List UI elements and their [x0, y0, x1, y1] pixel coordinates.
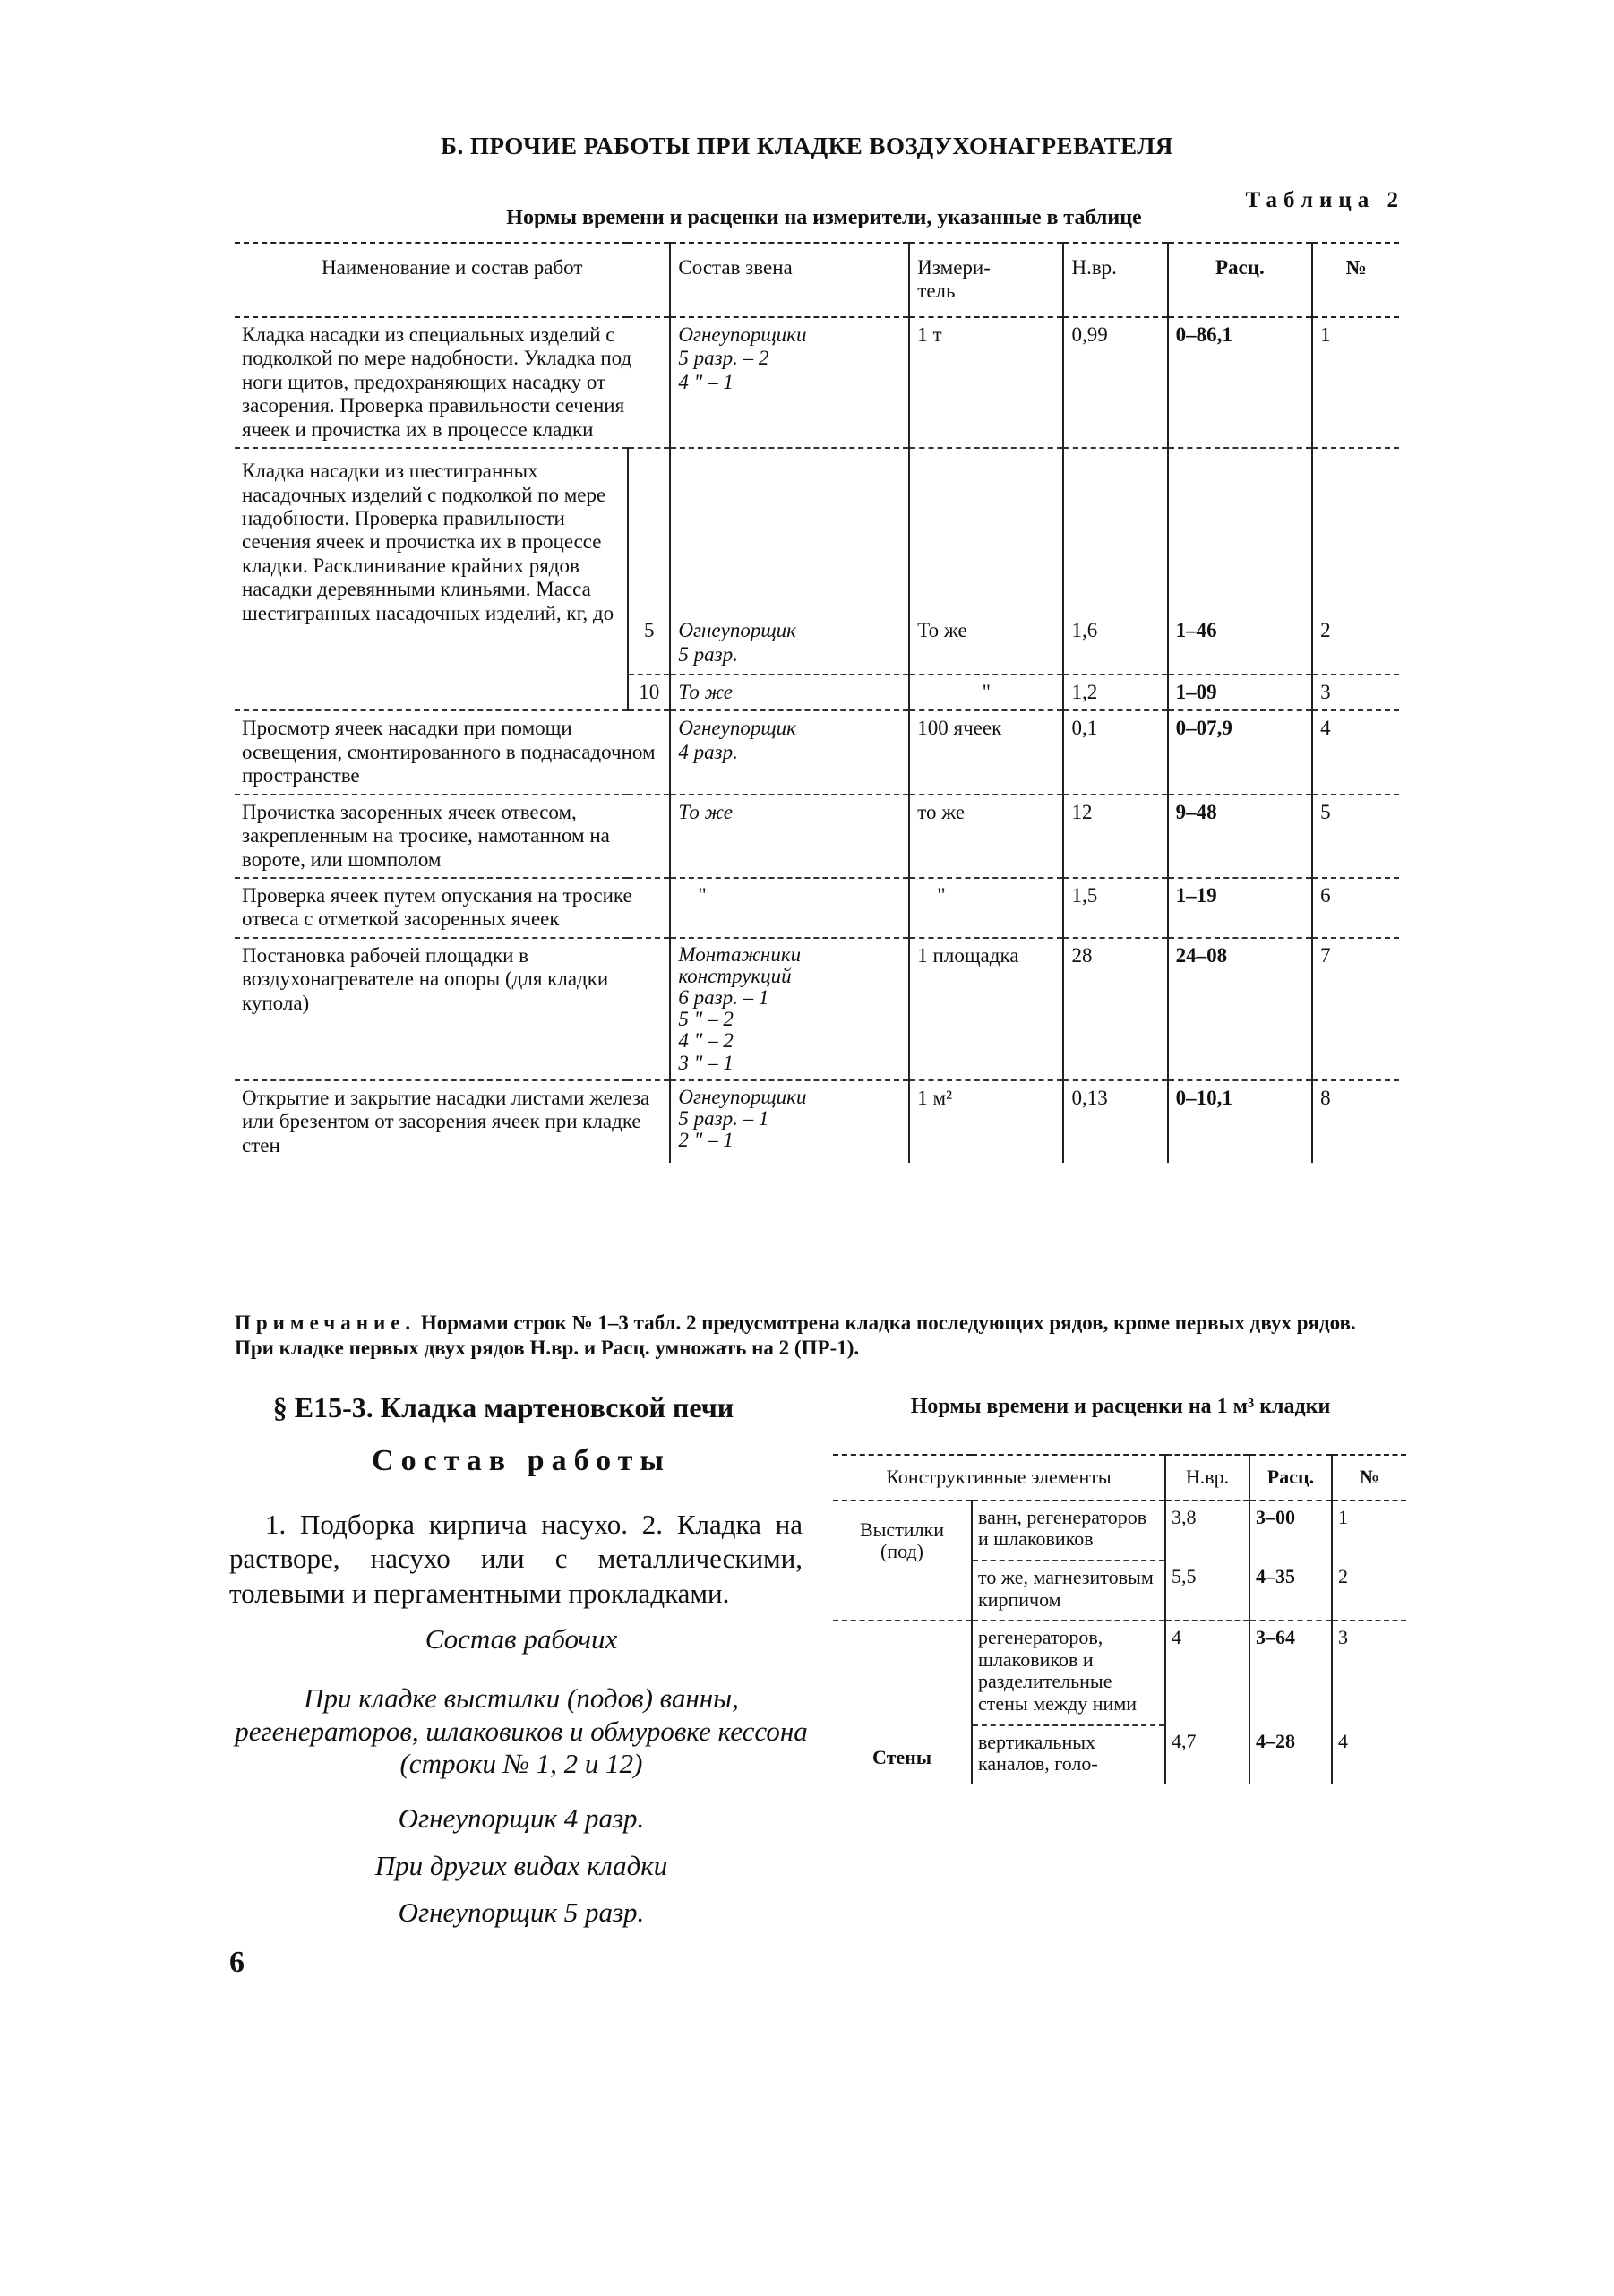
masonry-table	[833, 1454, 1406, 1784]
section-heading: § Е15-3. Кладка мартеновской печи	[272, 1391, 734, 1423]
norms-table	[235, 242, 1399, 1163]
row-unit: то же	[909, 795, 1063, 878]
table-row	[833, 1621, 1406, 1725]
col-header-unit: Измери- тель	[909, 243, 1063, 317]
section-title: Б. ПРОЧИЕ РАБОТЫ ПРИ КЛАДКЕ ВОЗДУХОНАГРЕВАТЕЛЯ	[441, 133, 1173, 159]
row-crew: То же	[670, 795, 909, 878]
table-row	[235, 1080, 1399, 1163]
worker-2: Огнеупорщик 5 разр.	[398, 1896, 645, 1928]
table-row	[235, 878, 1399, 938]
col-header-num: №	[1312, 243, 1399, 317]
row-unit: 1 м²	[909, 1080, 1063, 1163]
row-price: 0–07,9	[1168, 710, 1312, 794]
row-num: 2	[1332, 1561, 1406, 1621]
row-price: 4–28	[1249, 1725, 1332, 1784]
row-crew: Монтажники конструкций 6 разр. – 1 5 " – 2 4 " – 2 3 " – 1	[670, 938, 909, 1080]
row-num: 3	[1332, 1621, 1406, 1725]
table-row	[833, 1725, 1406, 1784]
row-unit: "	[909, 878, 1063, 938]
row-price: 1–09	[1168, 675, 1312, 710]
row-norm: 1,6	[1063, 448, 1167, 675]
group-mass: 10	[628, 675, 670, 710]
workers-condition-1: При кладке выстилки (подов) ванны, регенераторов, шлаковиков и обмуровке кессона (строки № 1, 2 и 12)	[235, 1682, 808, 1780]
page-number: 6	[229, 1946, 245, 1979]
col-header-elements: Конструктивные элементы	[833, 1455, 1165, 1501]
row-norm: 4	[1165, 1621, 1249, 1725]
row-name: Кладка насадки из специальных изделий с подколкой по мере надобности. Укладка под ноги щитов, предохраняющих насадку от засорения. Проверка правильности сечения ячеек и прочистка их в процессе кладки	[235, 317, 670, 448]
row-price: 1–19	[1168, 878, 1312, 938]
row-num: 4	[1312, 710, 1399, 794]
table-label: Таблица 2	[1245, 188, 1404, 212]
row-norm: 12	[1063, 795, 1167, 878]
col-header-price: Расц.	[1249, 1455, 1332, 1501]
row-name: Открытие и закрытие насадки листами железа или брезентом от засорения ячеек при кладке стен	[242, 1086, 650, 1157]
row-norm: 1,2	[1063, 675, 1167, 710]
row-num: 6	[1312, 878, 1399, 938]
row-norm: 28	[1063, 938, 1167, 1080]
col-header-norm: Н.вр.	[1063, 243, 1167, 317]
row-price: 24–08	[1168, 938, 1312, 1080]
row-crew: Огнеупорщики 5 разр. – 1 2 " – 1	[670, 1080, 909, 1163]
table-caption: Нормы времени и расценки на измерители, указанные в таблице	[506, 206, 1142, 229]
row-element: ванн, регенераторов и шлаковиков	[972, 1501, 1165, 1561]
row-num: 4	[1332, 1725, 1406, 1784]
row-unit: 1 т	[909, 317, 1063, 448]
group-mass: 5	[628, 448, 670, 675]
row-num: 8	[1312, 1080, 1399, 1163]
col-header-name: Наименование и состав работ	[235, 243, 670, 317]
row-name: Просмотр ячеек насадки при помощи освещения, смонтированного в поднасадочном пространстве	[235, 710, 670, 794]
row-element: то же, магнезитовым кирпичом	[972, 1561, 1165, 1621]
row-norm: 4,7	[1165, 1725, 1249, 1784]
table-row	[235, 710, 1399, 794]
row-norm: 3,8	[1165, 1501, 1249, 1561]
row-name: Постановка рабочей площадки в воздухонагревателе на опоры (для кладки купола)	[235, 938, 670, 1080]
workers-condition-2: При других видах кладки	[374, 1850, 668, 1881]
row-price: 3–64	[1249, 1621, 1332, 1725]
col-header-norm: Н.вр.	[1165, 1455, 1249, 1501]
note-text: Нормами строк № 1–3 табл. 2 предусмотрена кладка последующих рядов, кроме первых двух рядов. При кладке первых двух рядов Н.вр. и Расц. умножать на 2 (ПР-1).	[235, 1311, 1356, 1360]
row-num: 1	[1312, 317, 1399, 448]
worker-1: Огнеупорщик 4 разр.	[398, 1802, 645, 1834]
row-num: 2	[1312, 448, 1399, 675]
row-norm: 0,99	[1063, 317, 1167, 448]
row-price: 3–00	[1249, 1501, 1332, 1561]
row-crew: "	[670, 878, 909, 938]
col-header-price: Расц.	[1168, 243, 1312, 317]
row-num: 7	[1312, 938, 1399, 1080]
row-num: 1	[1332, 1501, 1406, 1561]
note-lead: Примечание.	[235, 1311, 416, 1334]
row-norm: 1,5	[1063, 878, 1167, 938]
row-element: регенераторов, шлаковиков и разделительные стены между ними	[972, 1621, 1165, 1725]
row-unit: 1 площадка	[909, 938, 1063, 1080]
table-row	[235, 938, 1399, 1080]
work-description: 1. Подборка кирпича насухо. 2. Кладка на растворе, насухо или с металлическими, толевыми и пергаментными прокладками.	[229, 1509, 803, 1609]
composition-title: Состав работы	[372, 1444, 671, 1477]
row-crew: Огнеупорщик 4 разр.	[670, 710, 909, 794]
row-crew: Огнеупорщики 5 разр. – 2 4 " – 1	[670, 317, 909, 448]
row-norm: 5,5	[1165, 1561, 1249, 1621]
group-name: Кладка насадки из шестигранных насадочных изделий с подколкой по мере надобности. Проверка правильности сечения ячеек и прочистка их в процессе кладки. Расклинивание крайних рядов насадки деревянными клиньями. Масса шестигранных насадочных изделий, кг, до	[235, 448, 628, 710]
row-unit: "	[909, 675, 1063, 710]
table-note	[235, 1311, 1399, 1361]
row-crew: Огнеупорщик 5 разр.	[670, 448, 909, 675]
row-unit: 100 ячеек	[909, 710, 1063, 794]
workers-title: Состав рабочих	[425, 1623, 618, 1655]
row-element: вертикальных каналов, голо-	[972, 1725, 1165, 1784]
row-norm: 0,13	[1063, 1080, 1167, 1163]
table-row	[833, 1501, 1406, 1561]
row-crew: То же	[670, 675, 909, 710]
row-price: 9–48	[1168, 795, 1312, 878]
table-header-row	[235, 243, 1399, 317]
row-num: 5	[1312, 795, 1399, 878]
group-label: Выстилки (под)	[859, 1518, 945, 1563]
table-row	[235, 317, 1399, 448]
table-row	[235, 448, 1399, 675]
row-norm: 0,1	[1063, 710, 1167, 794]
row-name: Прочистка засоренных ячеек отвесом, закрепленным на тросике, намотанном на вороте, или шомполом	[235, 795, 670, 878]
row-price: 0–10,1	[1168, 1080, 1312, 1163]
row-price: 0–86,1	[1168, 317, 1312, 448]
row-unit: То же	[909, 448, 1063, 675]
row-price: 1–46	[1168, 448, 1312, 675]
table-row	[235, 795, 1399, 878]
row-num: 3	[1312, 675, 1399, 710]
row-price: 4–35	[1249, 1561, 1332, 1621]
col-header-num: №	[1332, 1455, 1406, 1501]
group-label: Стены	[871, 1745, 932, 1768]
col-header-crew: Состав звена	[670, 243, 909, 317]
row-name: Проверка ячеек путем опускания на тросике отвеса с отметкой засоренных ячеек	[235, 878, 670, 938]
table3-caption: Нормы времени и расценки на 1 м³ кладки	[910, 1395, 1331, 1418]
table-header-row	[833, 1455, 1406, 1501]
